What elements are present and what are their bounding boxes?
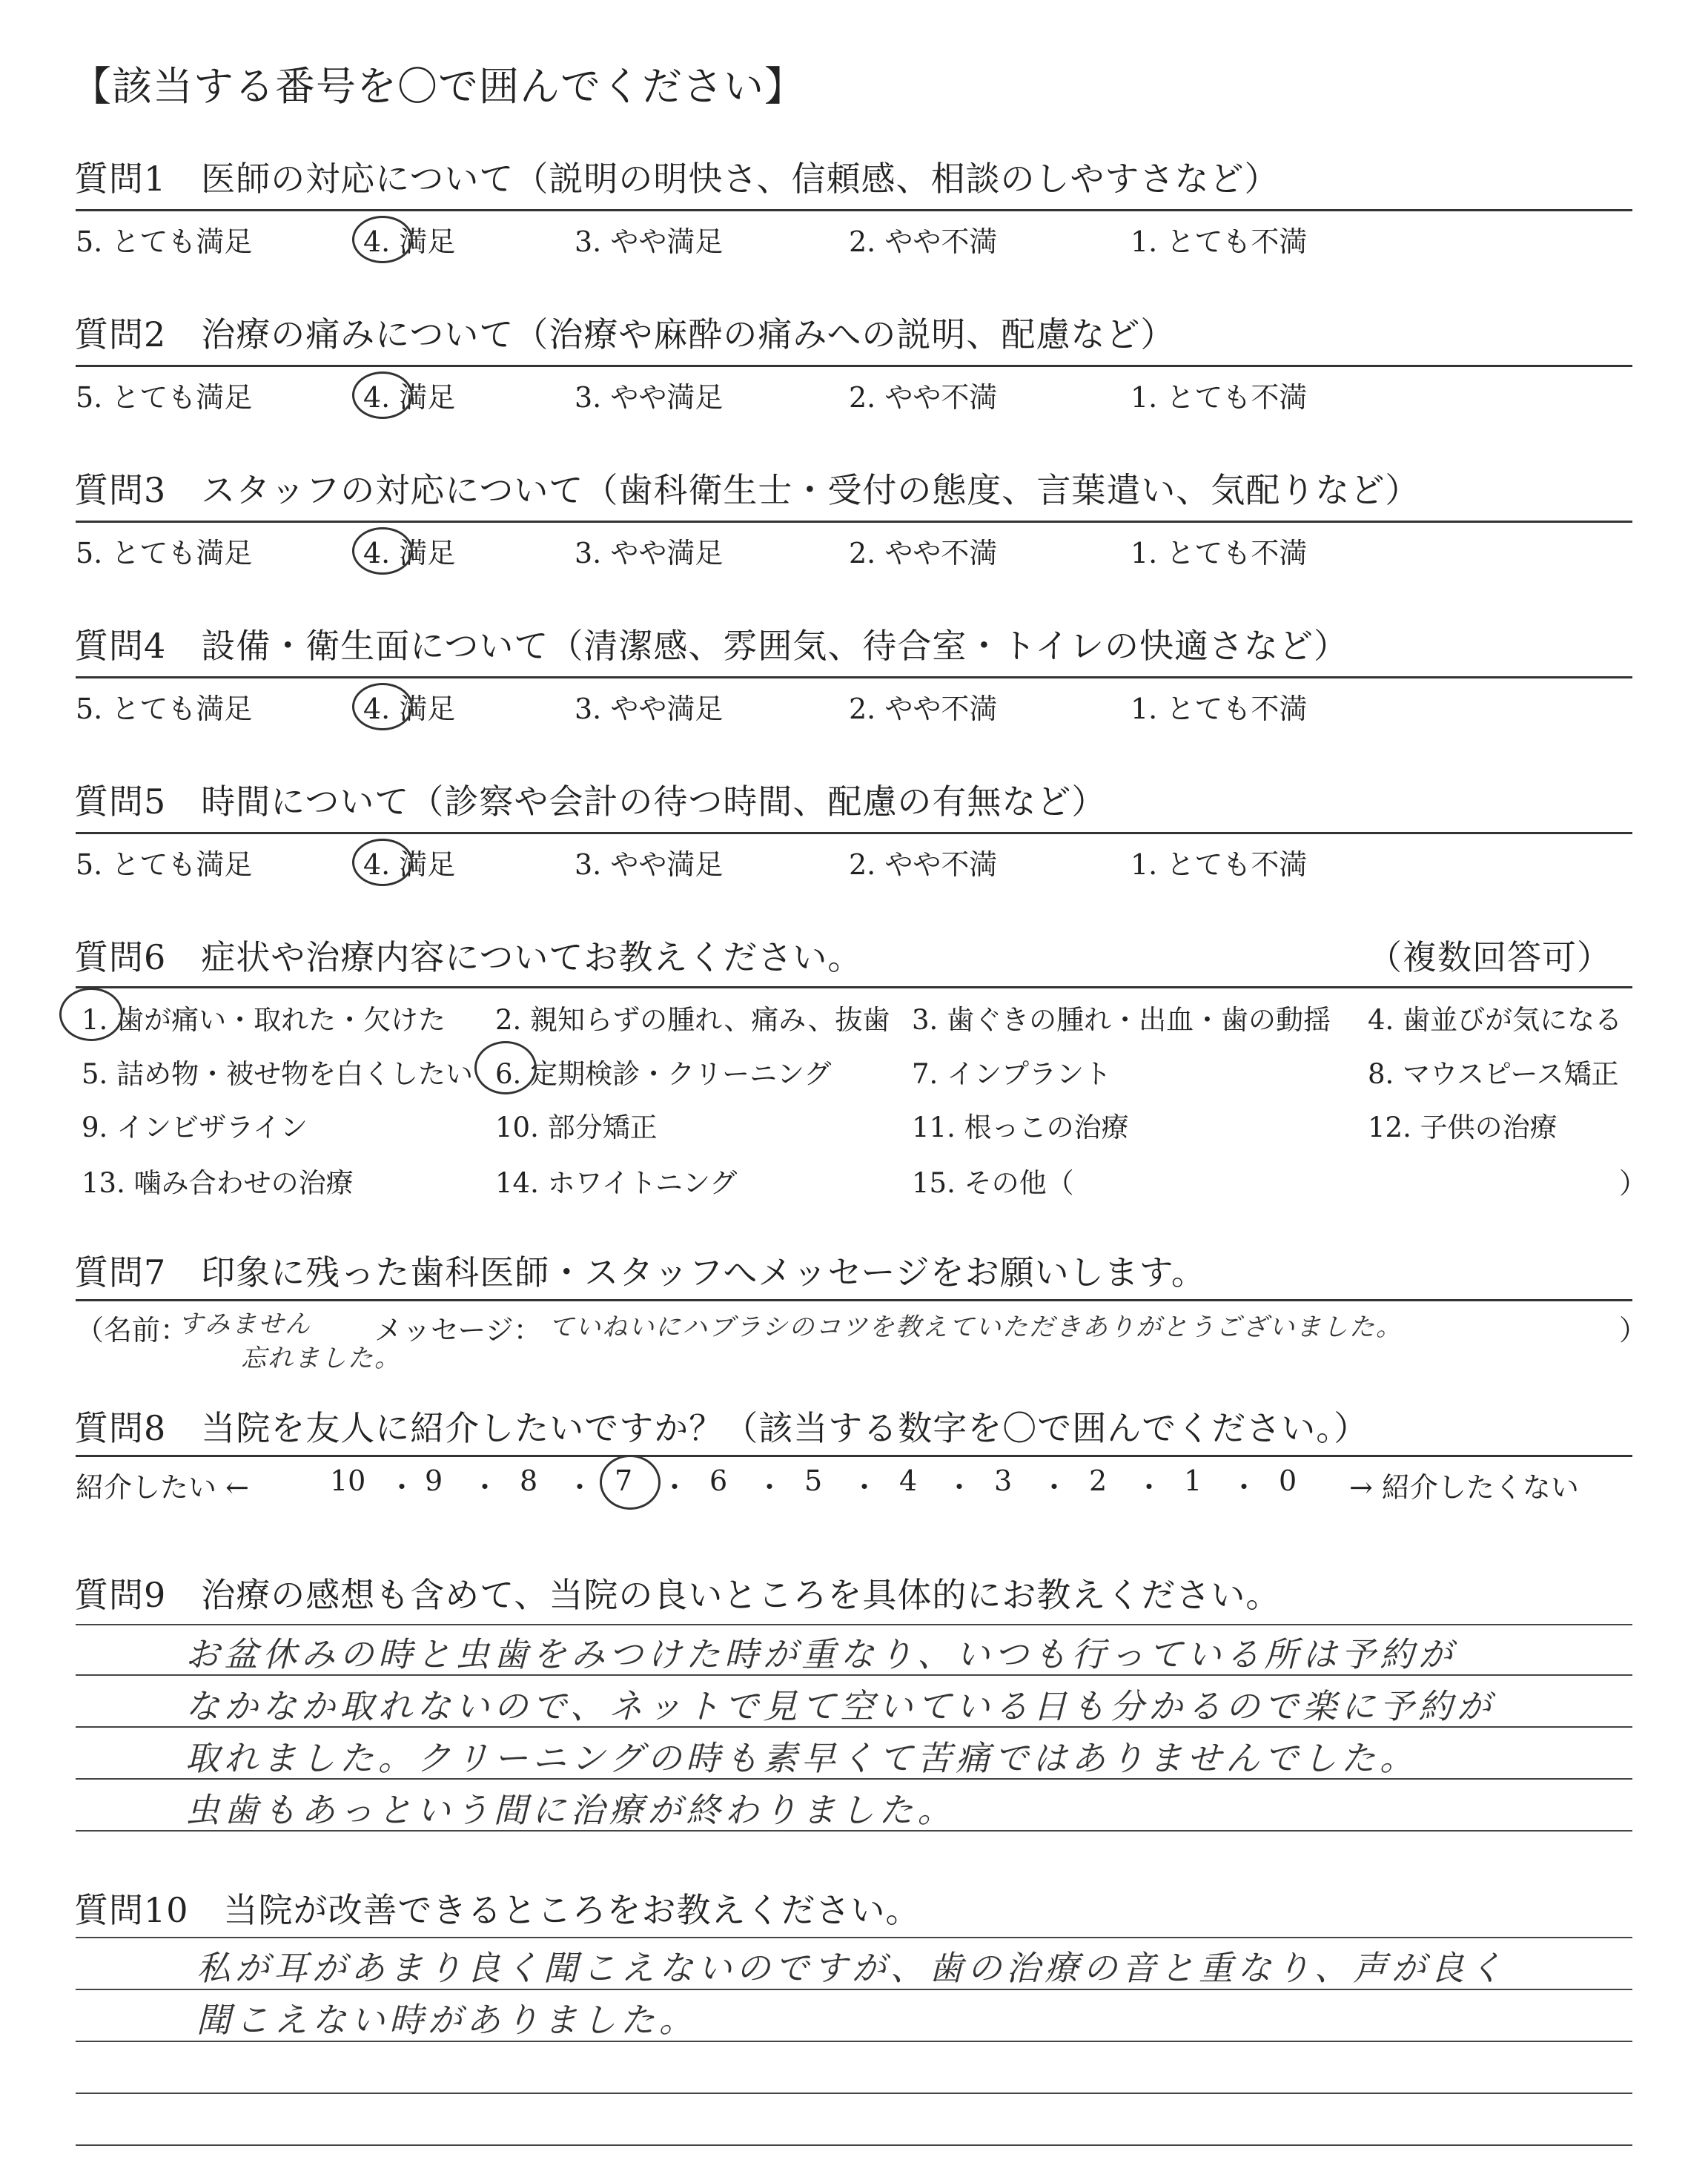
- q6-option-4[interactable]: 4. 歯並びが気になる: [1368, 1004, 1623, 1036]
- q1-title: 質問1 医師の対応について（説明の明快さ、信頼感、相談のしやすさなど）: [74, 159, 1280, 199]
- q6-close-paren: ）: [1619, 1167, 1648, 1200]
- q1-option-1[interactable]: 1. とても不満: [1131, 225, 1308, 258]
- q3-option-4[interactable]: 4. 満足: [363, 537, 456, 569]
- q8-scale-7[interactable]: 7: [615, 1464, 633, 1497]
- q7-title: 質問7 印象に残った歯科医師・スタッフへメッセージをお願いします。: [74, 1252, 1206, 1292]
- q6-title: 質問6 症状や治療内容についてお教えください。: [74, 937, 863, 977]
- q3-option-2[interactable]: 2. やや不満: [849, 537, 998, 569]
- q6-selection-circle-6: [474, 1041, 537, 1094]
- q7-name-handwritten-1: すみません: [178, 1309, 311, 1339]
- page-header: 【該当する番号を〇で囲んでください】: [71, 63, 805, 110]
- q3-option-3[interactable]: 3. やや満足: [575, 537, 724, 569]
- q8-scale-dot: ・: [945, 1471, 974, 1504]
- q8-selection-circle: [600, 1455, 661, 1510]
- q9-handwritten-line-3: 取れました。クリーニングの時も素早くて苦痛ではありませんでした。: [185, 1738, 1419, 1778]
- q9-handwritten-line-2: なかなか取れないので、ネットで見て空いている日も分かるので楽に予約が: [185, 1686, 1496, 1726]
- q8-scale-dot: ・: [755, 1471, 784, 1504]
- q2-option-2[interactable]: 2. やや不満: [849, 381, 998, 414]
- q9-title: 質問9 治療の感想も含めて、当院の良いところを具体的にお教えください。: [74, 1575, 1281, 1615]
- q9-handwritten-line-4: 虫歯もあっという間に治療が終わりました。: [185, 1790, 956, 1830]
- q4-title: 質問4 設備・衛生面について（清潔感、雰囲気、待合室・トイレの快適さなど）: [74, 626, 1349, 666]
- q6-option-6[interactable]: 6. 定期検診・クリーニング: [495, 1058, 832, 1090]
- q2-option-5[interactable]: 5. とても満足: [76, 381, 253, 414]
- q8-scale-5[interactable]: 5: [804, 1464, 823, 1497]
- q6-option-13[interactable]: 13. 噛み合わせの治療: [82, 1167, 354, 1199]
- q4-option-1[interactable]: 1. とても不満: [1131, 693, 1308, 725]
- q8-scale-dot: ・: [1040, 1471, 1069, 1504]
- q3-option-5[interactable]: 5. とても満足: [76, 537, 253, 569]
- q8-scale-8[interactable]: 8: [520, 1464, 538, 1497]
- q3-selection-circle: [352, 527, 413, 575]
- q5-selection-circle: [352, 839, 413, 886]
- answer-line: [76, 2144, 1632, 2146]
- q7-name-handwritten-2: 忘れました。: [241, 1344, 401, 1373]
- q8-scale-dot: ・: [566, 1471, 595, 1504]
- q8-scale-dot: ・: [388, 1471, 417, 1504]
- q7-close-paren: ）: [1619, 1314, 1648, 1347]
- q2-title: 質問2 治療の痛みについて（治療や麻酔の痛みへの説明、配慮など）: [74, 314, 1176, 354]
- q2-option-1[interactable]: 1. とても不満: [1131, 381, 1308, 414]
- q5-option-5[interactable]: 5. とても満足: [76, 848, 253, 881]
- q6-option-2[interactable]: 2. 親知らずの腫れ、痛み、抜歯: [495, 1004, 890, 1036]
- q6-option-12[interactable]: 12. 子供の治療: [1368, 1112, 1558, 1143]
- q6-option-5[interactable]: 5. 詰め物・被せ物を白くしたい: [82, 1058, 474, 1090]
- q10-title: 質問10 当院が改善できるところをお教えください。: [74, 1890, 921, 1930]
- q6-option-7[interactable]: 7. インプラント: [912, 1058, 1112, 1090]
- q1-selection-circle: [352, 216, 413, 263]
- q8-right-label: → 紹介したくない: [1349, 1471, 1579, 1504]
- q8-scale-9[interactable]: 9: [425, 1464, 443, 1497]
- q5-option-3[interactable]: 3. やや満足: [575, 848, 724, 881]
- q6-option-10[interactable]: 10. 部分矯正: [495, 1112, 658, 1143]
- q1-option-3[interactable]: 3. やや満足: [575, 225, 724, 258]
- q4-option-3[interactable]: 3. やや満足: [575, 693, 724, 725]
- q8-scale-dot: ・: [1230, 1471, 1259, 1504]
- q2-option-4[interactable]: 4. 満足: [363, 381, 456, 414]
- q7-rule: [76, 1299, 1632, 1301]
- q6-option-1[interactable]: 1. 歯が痛い・取れた・欠けた: [82, 1004, 446, 1036]
- q7-message-handwritten: ていねいにハブラシのコツを教えていただきありがとうございました。: [549, 1312, 1403, 1342]
- q6-rule: [76, 986, 1632, 988]
- q8-scale-4[interactable]: 4: [899, 1464, 918, 1497]
- q6-option-3[interactable]: 3. 歯ぐきの腫れ・出血・歯の動揺: [912, 1004, 1331, 1036]
- q3-title: 質問3 スタッフの対応について（歯科衛生士・受付の態度、言葉遣い、気配りなど）: [74, 470, 1420, 510]
- answer-line: [76, 1624, 1632, 1625]
- q8-scale-1[interactable]: 1: [1184, 1464, 1202, 1497]
- q1-rule: [76, 209, 1632, 211]
- q8-scale-dot: ・: [471, 1471, 500, 1504]
- q4-selection-circle: [352, 683, 413, 730]
- q8-scale-6[interactable]: 6: [709, 1464, 728, 1497]
- q7-name-label: （名前：: [76, 1314, 189, 1347]
- q5-option-2[interactable]: 2. やや不満: [849, 848, 998, 881]
- q2-selection-circle: [352, 371, 413, 419]
- answer-line: [76, 2093, 1632, 2094]
- q6-note: （複数回答可）: [1368, 937, 1612, 977]
- q6-option-9[interactable]: 9. インビザライン: [82, 1112, 308, 1143]
- q3-rule: [76, 521, 1632, 523]
- q2-option-3[interactable]: 3. やや満足: [575, 381, 724, 414]
- q10-handwritten-line-1: 私が耳があまり良く聞こえないのですが、歯の治療の音と重なり、声が良く: [196, 1948, 1507, 1988]
- q6-option-11[interactable]: 11. 根っこの治療: [912, 1112, 1129, 1143]
- answer-line: [76, 1937, 1632, 1938]
- q10-handwritten-line-2: 聞こえない時がありました。: [196, 2000, 698, 2040]
- q4-option-5[interactable]: 5. とても満足: [76, 693, 253, 725]
- q8-scale-dot: ・: [850, 1471, 879, 1504]
- q1-option-5[interactable]: 5. とても満足: [76, 225, 253, 258]
- q3-option-1[interactable]: 1. とても不満: [1131, 537, 1308, 569]
- q8-left-label: 紹介したい ←: [76, 1471, 249, 1504]
- q4-option-2[interactable]: 2. やや不満: [849, 693, 998, 725]
- q8-rule: [76, 1455, 1632, 1457]
- q6-selection-circle-1: [59, 988, 123, 1041]
- q5-option-4[interactable]: 4. 満足: [363, 848, 456, 881]
- q8-scale-10[interactable]: 10: [330, 1464, 366, 1497]
- q8-scale-dot: ・: [1135, 1471, 1164, 1504]
- q6-option-8[interactable]: 8. マウスピース矯正: [1368, 1058, 1619, 1090]
- q1-option-4[interactable]: 4. 満足: [363, 225, 456, 258]
- q8-scale-0[interactable]: 0: [1279, 1464, 1297, 1497]
- q6-option-15[interactable]: 15. その他（: [912, 1167, 1074, 1199]
- q8-scale-2[interactable]: 2: [1089, 1464, 1108, 1497]
- q7-message-label: メッセージ：: [374, 1314, 542, 1347]
- q8-scale-dot: ・: [661, 1471, 689, 1504]
- q2-rule: [76, 365, 1632, 367]
- q8-title: 質問8 当院を友人に紹介したいですか？（該当する数字を〇で囲んでください。）: [74, 1408, 1369, 1448]
- q5-rule: [76, 832, 1632, 834]
- q4-rule: [76, 676, 1632, 678]
- q6-option-14[interactable]: 14. ホワイトニング: [495, 1167, 738, 1199]
- q1-option-2[interactable]: 2. やや不満: [849, 225, 998, 258]
- q8-scale-3[interactable]: 3: [994, 1464, 1013, 1497]
- q9-handwritten-line-1: お盆休みの時と虫歯をみつけた時が重なり、いつも行っている所は予約が: [185, 1634, 1457, 1674]
- q4-option-4[interactable]: 4. 満足: [363, 693, 456, 725]
- q5-title: 質問5 時間について（診察や会計の待つ時間、配慮の有無など）: [74, 782, 1107, 822]
- q5-option-1[interactable]: 1. とても不満: [1131, 848, 1308, 881]
